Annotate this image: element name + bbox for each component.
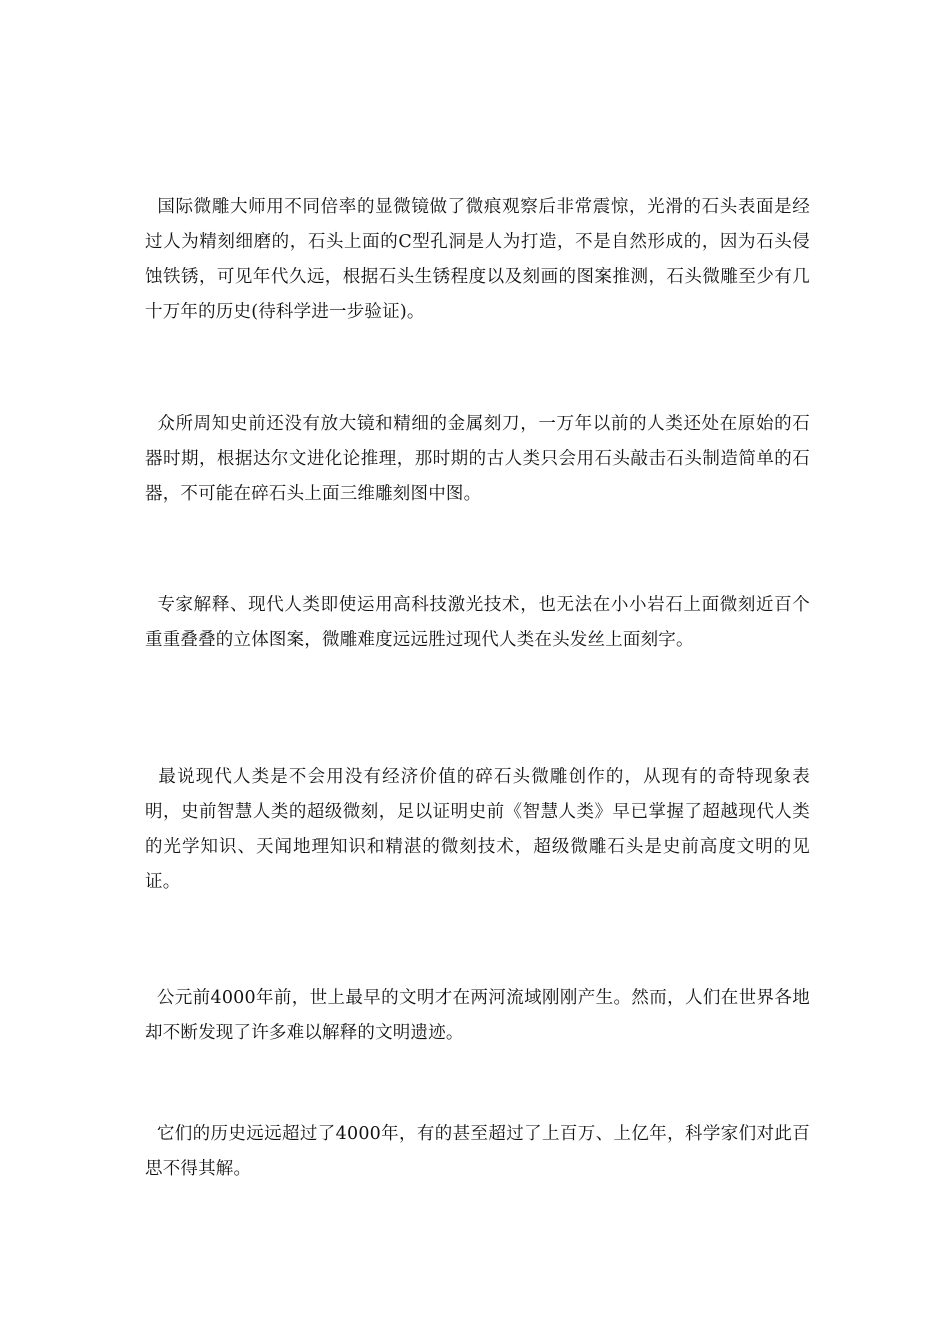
paragraph-3: 专家解释、现代人类即使运用高科技激光技术，也无法在小小岩石上面微刻近百个重重叠叠的立体图案，微雕难度远远胜过现代人类在头发丝上面刻字。 <box>145 595 810 650</box>
paragraph-2: 众所周知史前还没有放大镜和精细的金属刻刀，一万年以前的人类还处在原始的石器时期，根据达尔文进化论推理，那时期的古人类只会用石头敲击石头制造简单的石器，不可能在碎石头上面三维雕刻图中图。 <box>145 414 810 504</box>
paragraph-5: 公元前4000年前，世上最早的文明才在两河流域刚刚产生。然而，人们在世界各地却不断发现了许多难以解释的文明遗迹。 <box>145 988 811 1043</box>
paragraph-6: 它们的历史远远超过了4000年，有的甚至超过了上百万、上亿年，科学家们对此百思不得其解。 <box>145 1124 811 1179</box>
paragraph-1: 国际微雕大师用不同倍率的显微镜做了微痕观察后非常震惊，光滑的石头表面是经过人为精刻细磨的，石头上面的C型孔洞是人为打造，不是自然形成的，因为石头侵蚀铁锈，可见年代久远，根据石头生锈程度以及刻画的图案推测，石头微雕至少有几十万年的历史(待科学进一步验证)。 <box>145 197 810 322</box>
paragraph-4: 最说现代人类是不会用没有经济价值的碎石头微雕创作的，从现有的奇特现象表明，史前智慧人类的超级微刻，足以证明史前《智慧人类》早已掌握了超越现代人类的光学知识、天闻地理知识和精湛的微刻技术，超级微雕石头是史前高度文明的见证。 <box>145 767 811 892</box>
